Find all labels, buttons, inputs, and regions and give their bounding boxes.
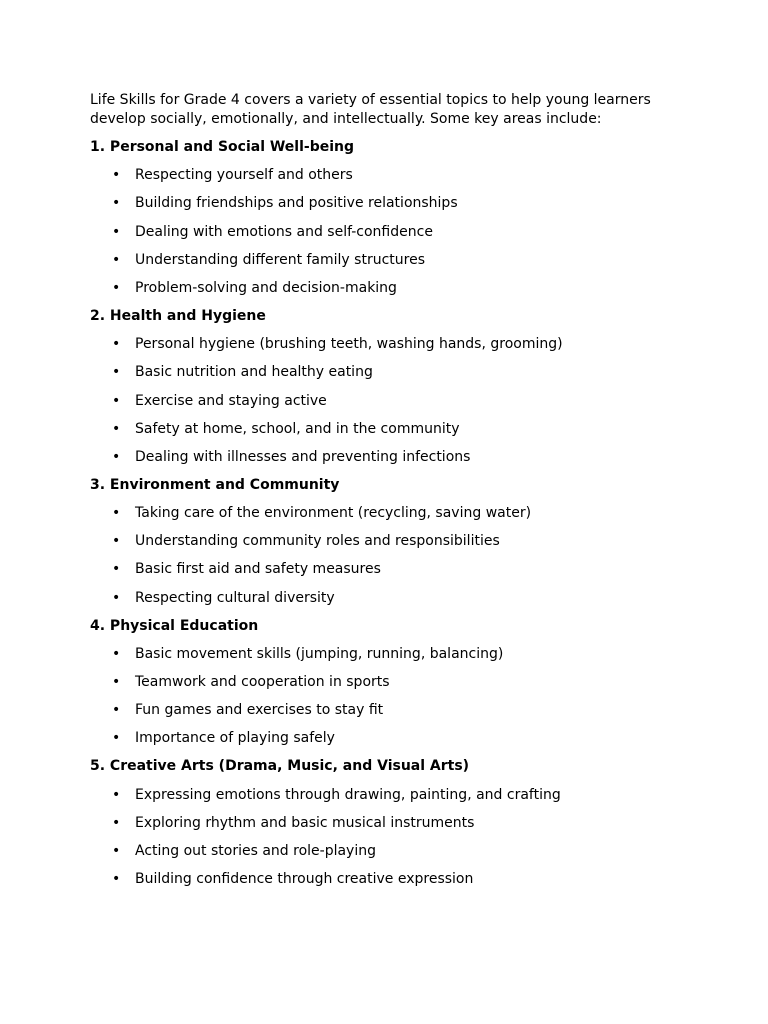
bullet-icon: • bbox=[112, 702, 121, 719]
bullet-list bbox=[90, 785, 690, 890]
section-3 bbox=[90, 475, 690, 608]
list-item bbox=[90, 419, 690, 439]
bullet-icon: • bbox=[112, 223, 121, 240]
list-item-text: Dealing with illnesses and preventing infections bbox=[135, 448, 471, 465]
bullet-icon: • bbox=[112, 505, 121, 522]
bullet-icon: • bbox=[112, 195, 121, 212]
bullet-icon: • bbox=[112, 561, 121, 578]
list-item-text: Building friendships and positive relationships bbox=[135, 195, 458, 212]
list-item-text: Safety at home, school, and in the community bbox=[135, 420, 460, 437]
list-item bbox=[90, 447, 690, 467]
section-heading: 2. Health and Hygiene bbox=[90, 307, 266, 324]
list-item-text: Fun games and exercises to stay fit bbox=[135, 702, 384, 719]
list-item bbox=[90, 362, 690, 382]
list-item-text: Importance of playing safely bbox=[135, 730, 335, 747]
bullet-icon: • bbox=[112, 814, 121, 831]
list-item-text: Building confidence through creative expression bbox=[135, 871, 474, 888]
list-item-text: Respecting yourself and others bbox=[135, 167, 353, 184]
list-item bbox=[90, 250, 690, 270]
section-4 bbox=[90, 616, 690, 749]
list-item bbox=[90, 813, 690, 833]
document-page bbox=[90, 91, 690, 889]
bullet-icon: • bbox=[112, 364, 121, 381]
list-item-text: Expressing emotions through drawing, painting, and crafting bbox=[135, 786, 561, 803]
list-item-text: Respecting cultural diversity bbox=[135, 589, 335, 606]
section-heading: 4. Physical Education bbox=[90, 617, 259, 634]
list-item-text: Personal hygiene (brushing teeth, washing hands, grooming) bbox=[135, 336, 563, 353]
list-item bbox=[90, 841, 690, 861]
list-item-text: Basic nutrition and healthy eating bbox=[135, 364, 373, 381]
bullet-icon: • bbox=[112, 279, 121, 296]
section-2 bbox=[90, 306, 690, 467]
list-item-text: Understanding community roles and responsibilities bbox=[135, 533, 500, 550]
section-5 bbox=[90, 756, 690, 889]
list-item-text: Basic first aid and safety measures bbox=[135, 561, 381, 578]
list-item-text: Exploring rhythm and basic musical instruments bbox=[135, 814, 475, 831]
section-1 bbox=[90, 137, 690, 298]
list-item-text: Teamwork and cooperation in sports bbox=[135, 674, 390, 690]
bullet-icon: • bbox=[112, 842, 121, 859]
bullet-icon: • bbox=[112, 533, 121, 550]
bullet-list bbox=[90, 644, 690, 749]
list-item bbox=[90, 785, 690, 805]
bullet-icon: • bbox=[112, 167, 121, 184]
bullet-icon: • bbox=[112, 645, 121, 662]
section-heading: 3. Environment and Community bbox=[90, 476, 340, 493]
bullet-icon: • bbox=[112, 392, 121, 409]
bullet-icon: • bbox=[112, 871, 121, 888]
bullet-list bbox=[90, 165, 690, 298]
list-item bbox=[90, 728, 690, 748]
bullet-icon: • bbox=[112, 336, 121, 353]
list-item bbox=[90, 672, 690, 692]
bullet-icon: • bbox=[112, 730, 121, 747]
list-item bbox=[90, 559, 690, 579]
list-item bbox=[90, 588, 690, 608]
list-item-text: Acting out stories and role-playing bbox=[135, 842, 376, 859]
list-item-text: Dealing with emotions and self-confidence bbox=[135, 223, 433, 240]
bullet-icon: • bbox=[112, 674, 121, 690]
list-item-text: Understanding different family structures bbox=[135, 251, 425, 268]
list-item-text: Basic movement skills (jumping, running, balancing) bbox=[135, 645, 504, 662]
bullet-icon: • bbox=[112, 786, 121, 803]
list-item bbox=[90, 531, 690, 551]
bullet-icon: • bbox=[112, 420, 121, 437]
list-item-text: Exercise and staying active bbox=[135, 392, 327, 409]
bullet-list bbox=[90, 334, 690, 467]
list-item bbox=[90, 222, 690, 242]
list-item bbox=[90, 869, 690, 889]
list-item-text: Taking care of the environment (recycling, saving water) bbox=[135, 505, 532, 522]
bullet-icon: • bbox=[112, 251, 121, 268]
bullet-list bbox=[90, 503, 690, 608]
bullet-icon: • bbox=[112, 448, 121, 465]
list-item-text: Problem-solving and decision-making bbox=[135, 279, 397, 296]
intro-paragraph: Life Skills for Grade 4 covers a variety of essential topics to help young learners develop socially, emotionally, and intellectually. Some key areas include: bbox=[90, 92, 651, 127]
list-item bbox=[90, 644, 690, 664]
list-item bbox=[90, 503, 690, 523]
list-item bbox=[90, 165, 690, 185]
list-item bbox=[90, 193, 690, 213]
list-item bbox=[90, 278, 690, 298]
list-item bbox=[90, 700, 690, 720]
list-item bbox=[90, 334, 690, 354]
list-item bbox=[90, 391, 690, 411]
section-heading: 1. Personal and Social Well-being bbox=[90, 139, 355, 155]
section-heading: 5. Creative Arts (Drama, Music, and Visual Arts) bbox=[90, 758, 470, 775]
bullet-icon: • bbox=[112, 589, 121, 606]
